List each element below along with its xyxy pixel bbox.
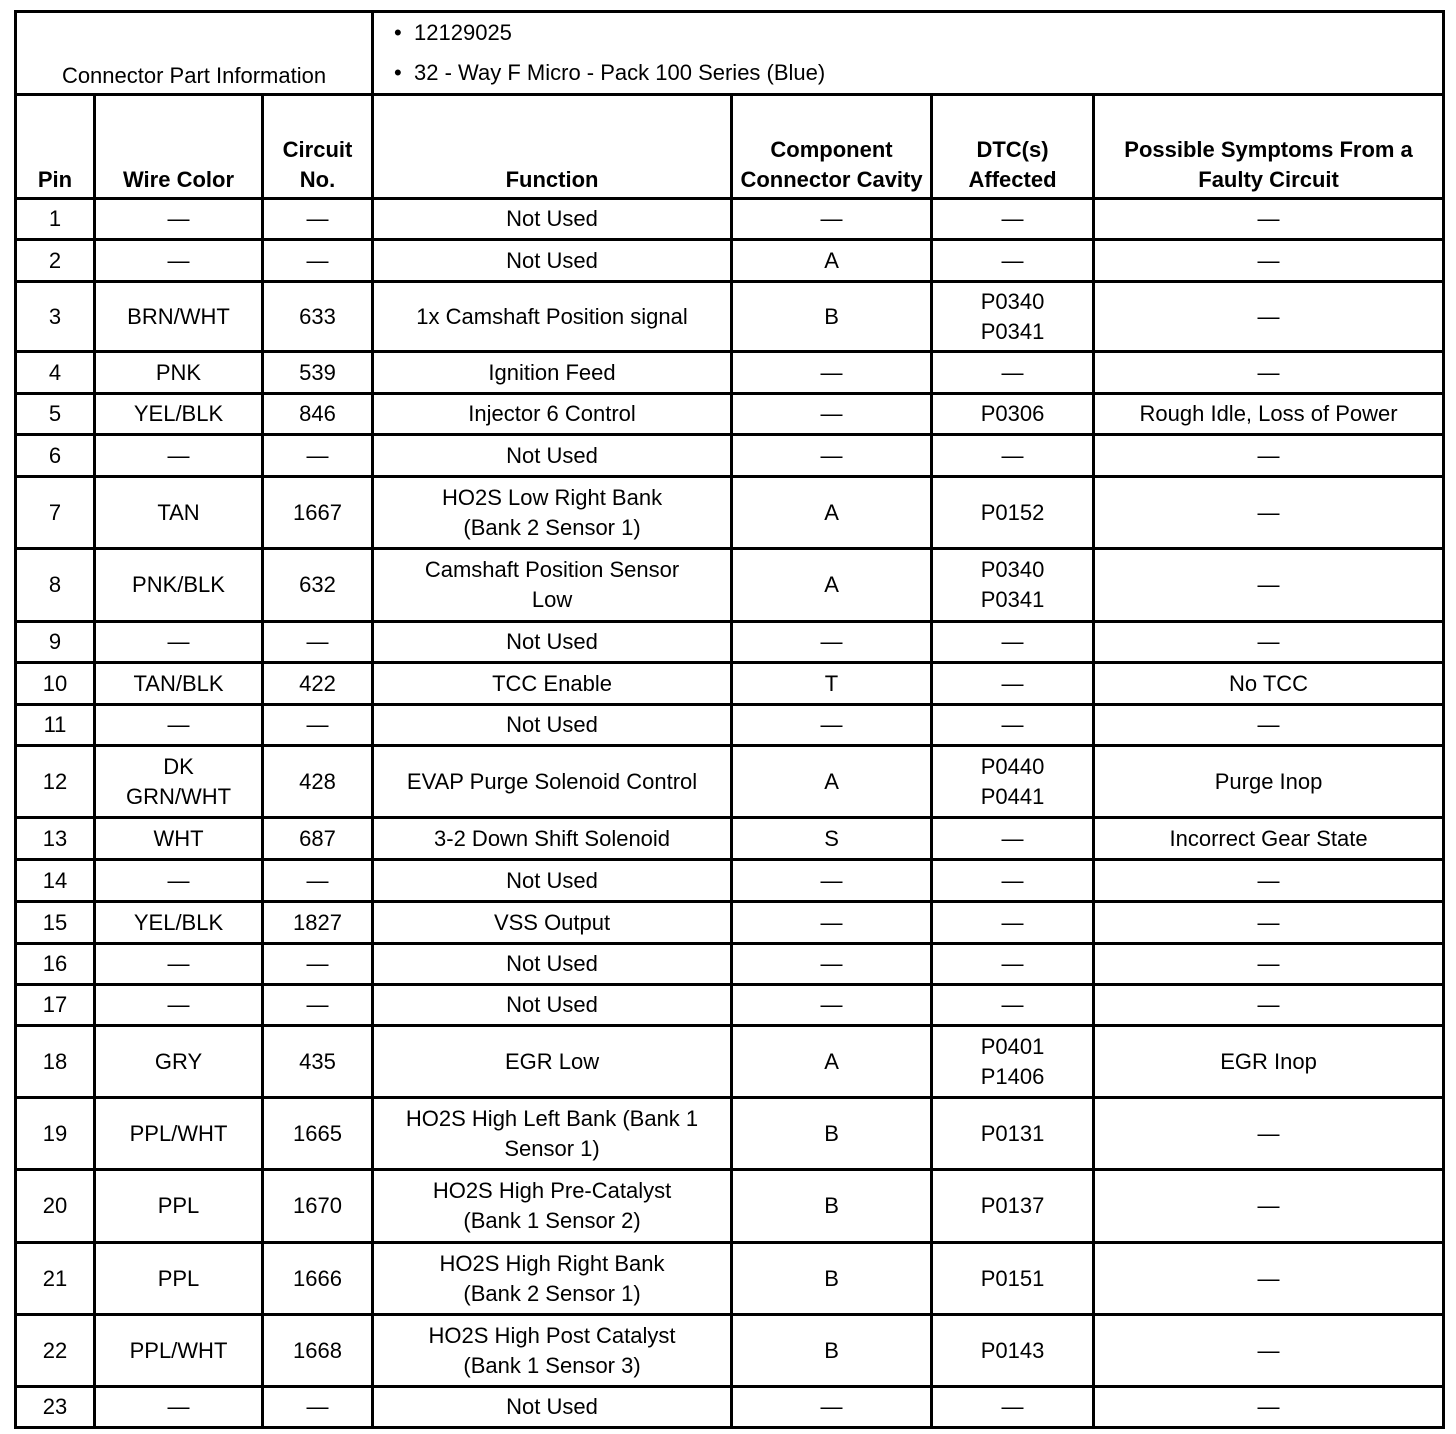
cavity-cell: B bbox=[732, 1243, 932, 1315]
symptoms-cell: — bbox=[1094, 435, 1444, 477]
table-row bbox=[16, 1170, 1444, 1243]
cavity-cell: — bbox=[732, 352, 932, 394]
dtc-cell: P0440 P0441 bbox=[932, 746, 1094, 818]
pin-cell: 2 bbox=[16, 240, 95, 282]
function-cell: Not Used bbox=[373, 860, 732, 902]
circuit-no-cell: 687 bbox=[263, 818, 373, 860]
function-cell: Not Used bbox=[373, 985, 732, 1026]
circuit-no-cell: 428 bbox=[263, 746, 373, 818]
pin-cell: 4 bbox=[16, 352, 95, 394]
circuit-no-cell: 1667 bbox=[263, 477, 373, 549]
cavity-cell: — bbox=[732, 394, 932, 435]
header-possible-symptoms: Possible Symptoms From a Faulty Circuit bbox=[1094, 95, 1444, 199]
wire-color-cell: — bbox=[95, 860, 263, 902]
dtc-cell: P0151 bbox=[932, 1243, 1094, 1315]
wire-color-cell: PNK bbox=[95, 352, 263, 394]
cavity-cell: — bbox=[732, 985, 932, 1026]
connector-info-list bbox=[373, 12, 1444, 95]
wire-color-cell: PPL bbox=[95, 1243, 263, 1315]
dtc-cell: — bbox=[932, 352, 1094, 394]
function-cell: Not Used bbox=[373, 705, 732, 746]
cavity-cell: B bbox=[732, 1098, 932, 1170]
pin-cell: 14 bbox=[16, 860, 95, 902]
wire-color-cell: — bbox=[95, 622, 263, 663]
pin-cell: 22 bbox=[16, 1315, 95, 1387]
dtc-cell: — bbox=[932, 435, 1094, 477]
cavity-cell: A bbox=[732, 477, 932, 549]
symptoms-cell: — bbox=[1094, 199, 1444, 240]
function-cell: 3-2 Down Shift Solenoid bbox=[373, 818, 732, 860]
pin-cell: 20 bbox=[16, 1170, 95, 1243]
dtc-cell: — bbox=[932, 622, 1094, 663]
function-cell: HO2S High Left Bank (Bank 1 Sensor 1) bbox=[373, 1098, 732, 1170]
header-dtc-affected: DTC(s) Affected bbox=[932, 95, 1094, 199]
pin-cell: 3 bbox=[16, 282, 95, 352]
dtc-cell: P0152 bbox=[932, 477, 1094, 549]
dtc-cell: P0306 bbox=[932, 394, 1094, 435]
table-row bbox=[16, 1243, 1444, 1315]
circuit-no-cell: 846 bbox=[263, 394, 373, 435]
dtc-cell: P0401 P1406 bbox=[932, 1026, 1094, 1098]
function-cell: Injector 6 Control bbox=[373, 394, 732, 435]
wire-color-cell: GRY bbox=[95, 1026, 263, 1098]
pin-cell: 8 bbox=[16, 549, 95, 622]
wire-color-cell: YEL/BLK bbox=[95, 902, 263, 944]
symptoms-cell: — bbox=[1094, 352, 1444, 394]
table-row bbox=[16, 549, 1444, 622]
circuit-no-cell: — bbox=[263, 1387, 373, 1428]
symptoms-cell: Purge Inop bbox=[1094, 746, 1444, 818]
wire-color-cell: BRN/WHT bbox=[95, 282, 263, 352]
symptoms-cell: — bbox=[1094, 1098, 1444, 1170]
circuit-no-cell: — bbox=[263, 435, 373, 477]
symptoms-cell: — bbox=[1094, 705, 1444, 746]
dtc-cell: P0340 P0341 bbox=[932, 282, 1094, 352]
table-row bbox=[16, 663, 1444, 705]
circuit-no-cell: 422 bbox=[263, 663, 373, 705]
table-row bbox=[16, 435, 1444, 477]
dtc-cell: — bbox=[932, 240, 1094, 282]
function-cell: Not Used bbox=[373, 199, 732, 240]
table-row bbox=[16, 705, 1444, 746]
cavity-cell: T bbox=[732, 663, 932, 705]
header-function: Function bbox=[373, 95, 732, 199]
wire-color-cell: — bbox=[95, 1387, 263, 1428]
symptoms-cell: — bbox=[1094, 1243, 1444, 1315]
table-row bbox=[16, 860, 1444, 902]
table-row bbox=[16, 282, 1444, 352]
dtc-cell: — bbox=[932, 1387, 1094, 1428]
function-cell: HO2S Low Right Bank (Bank 2 Sensor 1) bbox=[373, 477, 732, 549]
dtc-cell: P0137 bbox=[932, 1170, 1094, 1243]
function-cell: EVAP Purge Solenoid Control bbox=[373, 746, 732, 818]
circuit-no-cell: — bbox=[263, 985, 373, 1026]
table-row bbox=[16, 1026, 1444, 1098]
pin-cell: 16 bbox=[16, 944, 95, 985]
dtc-cell: — bbox=[932, 199, 1094, 240]
circuit-no-cell: 1665 bbox=[263, 1098, 373, 1170]
header-circuit-no: Circuit No. bbox=[263, 95, 373, 199]
table-row bbox=[16, 477, 1444, 549]
function-cell: Not Used bbox=[373, 240, 732, 282]
wire-color-cell: PPL bbox=[95, 1170, 263, 1243]
dtc-cell: — bbox=[932, 902, 1094, 944]
symptoms-cell: — bbox=[1094, 622, 1444, 663]
table-row bbox=[16, 199, 1444, 240]
wire-color-cell: — bbox=[95, 435, 263, 477]
function-cell: Camshaft Position Sensor Low bbox=[373, 549, 732, 622]
cavity-cell: B bbox=[732, 1315, 932, 1387]
header-pin: Pin bbox=[16, 95, 95, 199]
symptoms-cell: — bbox=[1094, 477, 1444, 549]
circuit-no-cell: 1666 bbox=[263, 1243, 373, 1315]
function-cell: Not Used bbox=[373, 1387, 732, 1428]
dtc-cell: — bbox=[932, 818, 1094, 860]
header-component-cavity: Component Connector Cavity bbox=[732, 95, 932, 199]
dtc-cell: — bbox=[932, 944, 1094, 985]
symptoms-cell: — bbox=[1094, 282, 1444, 352]
symptoms-cell: — bbox=[1094, 1170, 1444, 1243]
pinout-rows bbox=[16, 199, 1444, 1428]
symptoms-cell: — bbox=[1094, 985, 1444, 1026]
symptoms-cell: — bbox=[1094, 944, 1444, 985]
symptoms-cell: — bbox=[1094, 549, 1444, 622]
cavity-cell: — bbox=[732, 944, 932, 985]
cavity-cell: — bbox=[732, 860, 932, 902]
cavity-cell: — bbox=[732, 705, 932, 746]
cavity-cell: A bbox=[732, 746, 932, 818]
wire-color-cell: TAN/BLK bbox=[95, 663, 263, 705]
dtc-cell: P0340 P0341 bbox=[932, 549, 1094, 622]
dtc-cell: — bbox=[932, 860, 1094, 902]
cavity-cell: — bbox=[732, 435, 932, 477]
table-row bbox=[16, 1098, 1444, 1170]
pin-cell: 7 bbox=[16, 477, 95, 549]
column-header-row bbox=[16, 95, 1444, 199]
wire-color-cell: PPL/WHT bbox=[95, 1098, 263, 1170]
function-cell: VSS Output bbox=[373, 902, 732, 944]
cavity-cell: A bbox=[732, 549, 932, 622]
pin-cell: 13 bbox=[16, 818, 95, 860]
wire-color-cell: — bbox=[95, 985, 263, 1026]
table-row bbox=[16, 394, 1444, 435]
pin-cell: 12 bbox=[16, 746, 95, 818]
circuit-no-cell: 632 bbox=[263, 549, 373, 622]
header-wire-color: Wire Color bbox=[95, 95, 263, 199]
connector-pinout-table bbox=[14, 10, 1445, 1429]
function-cell: HO2S High Right Bank (Bank 2 Sensor 1) bbox=[373, 1243, 732, 1315]
pin-cell: 6 bbox=[16, 435, 95, 477]
cavity-cell: B bbox=[732, 1170, 932, 1243]
table-row bbox=[16, 944, 1444, 985]
pin-cell: 19 bbox=[16, 1098, 95, 1170]
wire-color-cell: YEL/BLK bbox=[95, 394, 263, 435]
table-row bbox=[16, 818, 1444, 860]
connector-info-row bbox=[16, 12, 1444, 95]
symptoms-cell: — bbox=[1094, 240, 1444, 282]
wire-color-cell: — bbox=[95, 944, 263, 985]
pin-cell: 1 bbox=[16, 199, 95, 240]
function-cell: Not Used bbox=[373, 622, 732, 663]
cavity-cell: — bbox=[732, 902, 932, 944]
circuit-no-cell: — bbox=[263, 240, 373, 282]
circuit-no-cell: — bbox=[263, 622, 373, 663]
symptoms-cell: — bbox=[1094, 902, 1444, 944]
dtc-cell: P0131 bbox=[932, 1098, 1094, 1170]
table-row bbox=[16, 1315, 1444, 1387]
table-row bbox=[16, 1387, 1444, 1428]
symptoms-cell: — bbox=[1094, 1387, 1444, 1428]
wire-color-cell: PNK/BLK bbox=[95, 549, 263, 622]
symptoms-cell: EGR Inop bbox=[1094, 1026, 1444, 1098]
table-row bbox=[16, 746, 1444, 818]
wire-color-cell: DK GRN/WHT bbox=[95, 746, 263, 818]
cavity-cell: — bbox=[732, 622, 932, 663]
table-row bbox=[16, 352, 1444, 394]
connector-part-number: • 12129025 bbox=[414, 13, 1438, 53]
circuit-no-cell: 435 bbox=[263, 1026, 373, 1098]
cavity-cell: A bbox=[732, 1026, 932, 1098]
pin-cell: 9 bbox=[16, 622, 95, 663]
function-cell: Not Used bbox=[373, 435, 732, 477]
symptoms-cell: — bbox=[1094, 860, 1444, 902]
pin-cell: 21 bbox=[16, 1243, 95, 1315]
connector-description: • 32 - Way F Micro - Pack 100 Series (Blue) bbox=[414, 53, 1438, 93]
wire-color-cell: PPL/WHT bbox=[95, 1315, 263, 1387]
table-row bbox=[16, 622, 1444, 663]
circuit-no-cell: — bbox=[263, 199, 373, 240]
circuit-no-cell: 1827 bbox=[263, 902, 373, 944]
dtc-cell: — bbox=[932, 663, 1094, 705]
function-cell: HO2S High Pre-Catalyst (Bank 1 Sensor 2) bbox=[373, 1170, 732, 1243]
function-cell: Not Used bbox=[373, 944, 732, 985]
symptoms-cell: Incorrect Gear State bbox=[1094, 818, 1444, 860]
dtc-cell: — bbox=[932, 705, 1094, 746]
table-row bbox=[16, 902, 1444, 944]
circuit-no-cell: 539 bbox=[263, 352, 373, 394]
pin-cell: 15 bbox=[16, 902, 95, 944]
symptoms-cell: — bbox=[1094, 1315, 1444, 1387]
connector-info-label: Connector Part Information bbox=[16, 12, 373, 95]
symptoms-cell: No TCC bbox=[1094, 663, 1444, 705]
pin-cell: 23 bbox=[16, 1387, 95, 1428]
pin-cell: 10 bbox=[16, 663, 95, 705]
table-row bbox=[16, 240, 1444, 282]
pin-cell: 5 bbox=[16, 394, 95, 435]
function-cell: TCC Enable bbox=[373, 663, 732, 705]
cavity-cell: B bbox=[732, 282, 932, 352]
circuit-no-cell: — bbox=[263, 944, 373, 985]
circuit-no-cell: 1668 bbox=[263, 1315, 373, 1387]
dtc-cell: P0143 bbox=[932, 1315, 1094, 1387]
wire-color-cell: TAN bbox=[95, 477, 263, 549]
cavity-cell: A bbox=[732, 240, 932, 282]
function-cell: HO2S High Post Catalyst (Bank 1 Sensor 3) bbox=[373, 1315, 732, 1387]
cavity-cell: — bbox=[732, 199, 932, 240]
circuit-no-cell: — bbox=[263, 705, 373, 746]
function-cell: Ignition Feed bbox=[373, 352, 732, 394]
pin-cell: 11 bbox=[16, 705, 95, 746]
cavity-cell: S bbox=[732, 818, 932, 860]
wire-color-cell: — bbox=[95, 240, 263, 282]
function-cell: 1x Camshaft Position signal bbox=[373, 282, 732, 352]
dtc-cell: — bbox=[932, 985, 1094, 1026]
wire-color-cell: — bbox=[95, 199, 263, 240]
circuit-no-cell: 633 bbox=[263, 282, 373, 352]
circuit-no-cell: — bbox=[263, 860, 373, 902]
circuit-no-cell: 1670 bbox=[263, 1170, 373, 1243]
symptoms-cell: Rough Idle, Loss of Power bbox=[1094, 394, 1444, 435]
wire-color-cell: — bbox=[95, 705, 263, 746]
function-cell: EGR Low bbox=[373, 1026, 732, 1098]
pin-cell: 17 bbox=[16, 985, 95, 1026]
wire-color-cell: WHT bbox=[95, 818, 263, 860]
pin-cell: 18 bbox=[16, 1026, 95, 1098]
table-row bbox=[16, 985, 1444, 1026]
cavity-cell: — bbox=[732, 1387, 932, 1428]
